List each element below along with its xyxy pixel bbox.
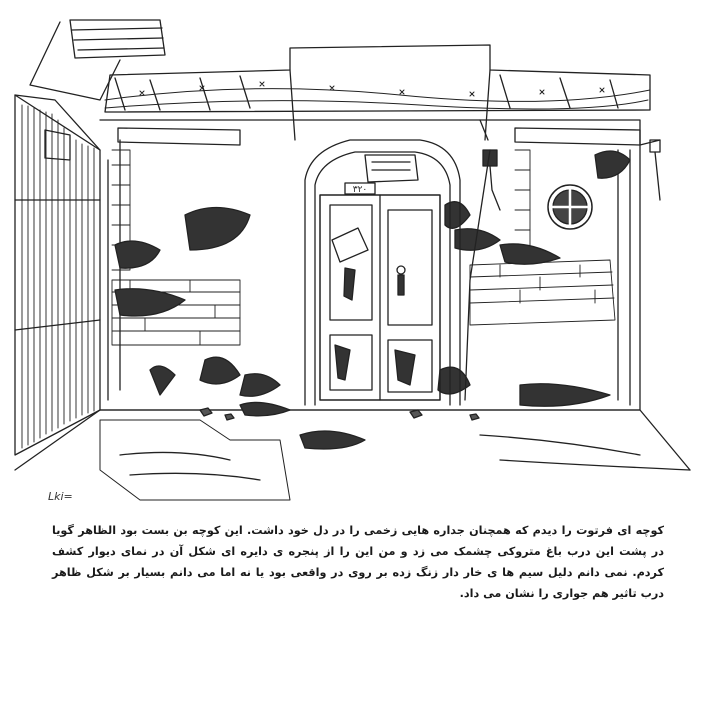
doorway: [305, 140, 460, 405]
barbed-wire: [105, 82, 650, 109]
left-fence: [15, 95, 100, 455]
wooden-double-door: [320, 195, 440, 400]
top-left-overhang: [30, 20, 165, 100]
artist-signature: Lki=: [48, 490, 73, 503]
electric-box: [465, 120, 660, 400]
caption-text: کوچه ای فرتوت را دیدم که همچنان جداره هایی زخمی را در دل خود داشت. این کوچه بن بست بود الظاهر گویا در پشت این درب باغ متروکی چشمک می زد و من این را از پنجره ی دایره ای شکل آن در نمای دیوار کشف کردم. نمی دانم دلیل سیم ها ی خار دار زنگ زده بر روی در واقعی بود یا نه اما می دانم بسیار بر شکل ظاهر درب تاثیر هم جواری را نشان می داد.: [52, 524, 664, 600]
round-window: [548, 185, 592, 229]
ground: [15, 402, 690, 500]
door-number-plate: [345, 183, 375, 195]
door-number: ۳۲۰: [352, 185, 368, 195]
